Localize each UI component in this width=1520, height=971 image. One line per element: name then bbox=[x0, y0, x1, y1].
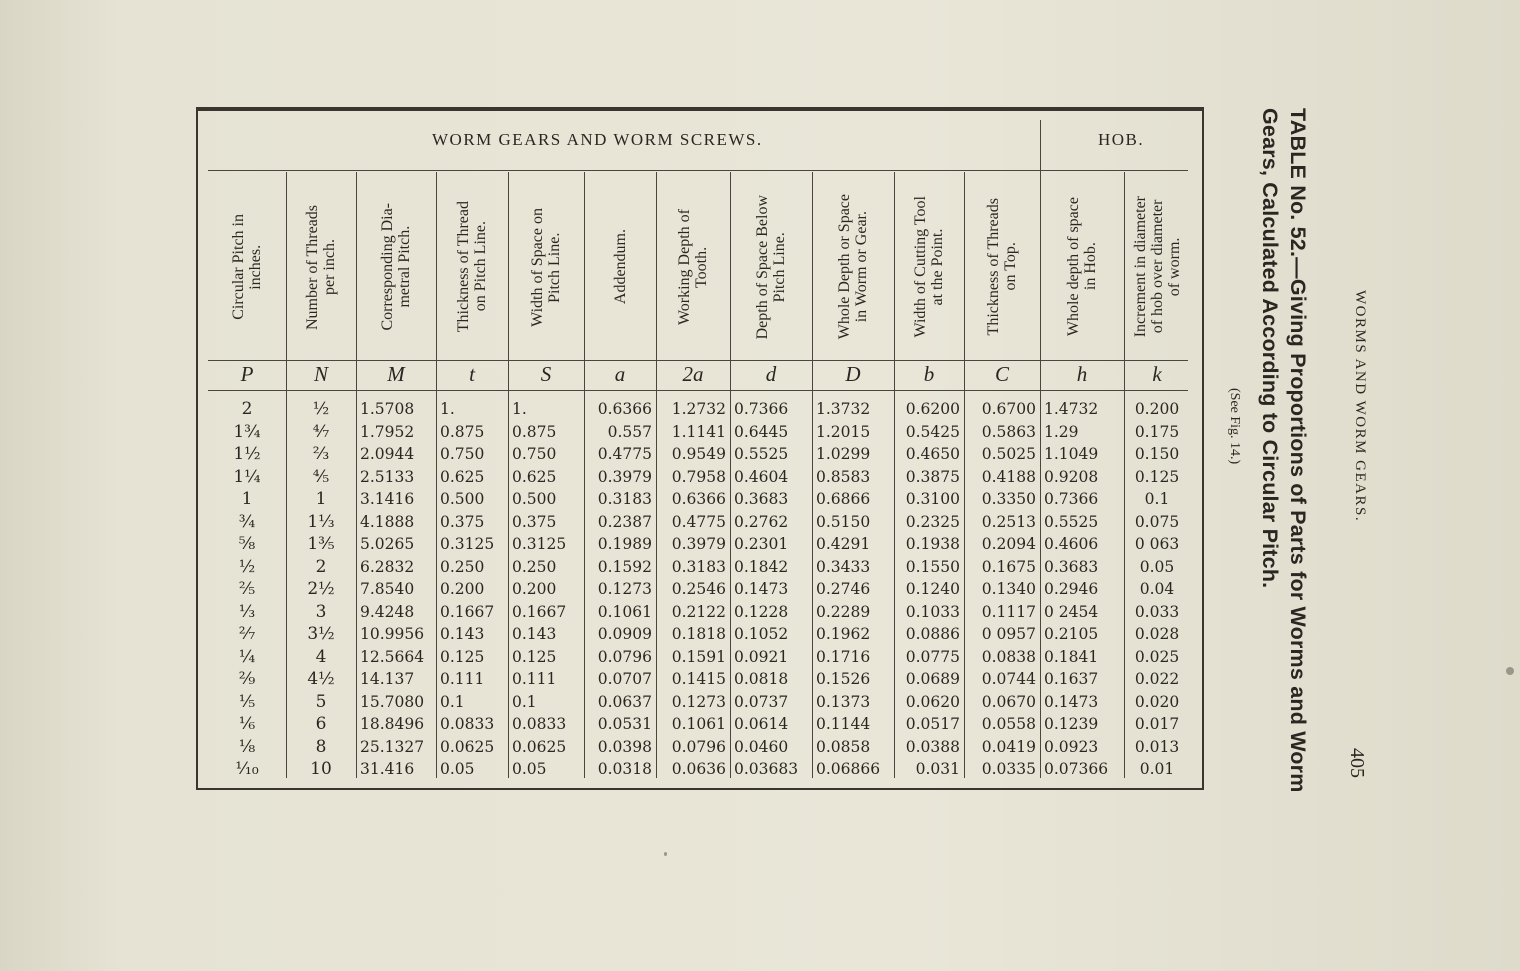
table-cell: 0.2762 bbox=[734, 512, 789, 531]
table-cell: 0.1061 bbox=[671, 715, 726, 733]
table-cell: 0.0670 bbox=[981, 692, 1036, 711]
table-cell: 1.1049 bbox=[1044, 445, 1099, 463]
table-cell: 0.025 bbox=[1134, 647, 1180, 666]
table-cell: 0.2122 bbox=[671, 602, 726, 621]
table-cell: ½ bbox=[312, 399, 330, 419]
table-cell: 0.125 bbox=[440, 647, 485, 666]
table-cell: 6 bbox=[315, 714, 327, 734]
table-cell: 0.1675 bbox=[981, 557, 1036, 576]
group-title-worm-gears: WORM GEARS AND WORM SCREWS. bbox=[432, 130, 763, 149]
table-cell: 0.3125 bbox=[512, 535, 567, 553]
table-cell: 0.0419 bbox=[981, 737, 1036, 756]
table-cell: 0.0398 bbox=[597, 737, 652, 756]
table-cell: 0.1415 bbox=[671, 670, 726, 688]
table-cell: 0.04 bbox=[1139, 580, 1175, 598]
table-cell: 1.2015 bbox=[816, 422, 871, 441]
table-cell: 0.1526 bbox=[816, 670, 871, 688]
table-cell: 0.017 bbox=[1134, 715, 1180, 733]
table-cell: 0.6366 bbox=[671, 490, 726, 508]
paper-speck bbox=[664, 852, 667, 856]
table-cell: 0.0689 bbox=[905, 670, 960, 688]
table-cell: 31.416 bbox=[360, 760, 415, 778]
column-header-space-width bbox=[508, 172, 584, 362]
table-cell: 0.0335 bbox=[981, 760, 1036, 778]
table-cell: 0.0737 bbox=[734, 692, 789, 711]
column-values-thread-thickness bbox=[440, 398, 504, 781]
table-cell: 0.4650 bbox=[905, 445, 960, 463]
table-cell: 0.625 bbox=[440, 467, 485, 486]
table-cell: 0.2301 bbox=[734, 535, 789, 553]
table-cell: 0.03683 bbox=[734, 760, 799, 778]
table-cell: 0.0886 bbox=[905, 625, 960, 643]
table-cell: 0 063 bbox=[1134, 535, 1180, 553]
table-cell: 2½ bbox=[307, 579, 335, 599]
table-cell: 0.500 bbox=[512, 490, 557, 508]
table-cell: 1.2732 bbox=[671, 400, 726, 418]
column-values-tool-width bbox=[898, 398, 960, 781]
table-cell: 0.1373 bbox=[816, 692, 871, 711]
table-cell: 0.2105 bbox=[1044, 625, 1099, 643]
table-cell: 5.0265 bbox=[360, 535, 415, 553]
table-cell: 0.5025 bbox=[981, 445, 1036, 463]
table-cell: 0.01 bbox=[1139, 760, 1175, 778]
table-cell: 12.5664 bbox=[360, 647, 425, 666]
table-cell: 0.05 bbox=[440, 760, 475, 778]
column-symbol-space-width: S bbox=[540, 362, 552, 386]
table-cell: 0.1637 bbox=[1044, 670, 1099, 688]
table-subtitle: (See Fig. 14.) bbox=[1227, 388, 1242, 465]
table-cell: 1.7952 bbox=[360, 422, 415, 441]
table-cell: 0.1239 bbox=[1044, 715, 1099, 733]
table-cell: 0.1938 bbox=[905, 535, 960, 553]
column-header-circular-pitch bbox=[208, 172, 286, 362]
table-cell: 0.0796 bbox=[597, 647, 652, 666]
table-cell: 5 bbox=[315, 691, 327, 712]
table-cell: ⅔ bbox=[312, 444, 330, 464]
table-cell: 4 bbox=[315, 646, 327, 667]
table-cell: 0.5150 bbox=[816, 512, 871, 531]
column-header-tool-width bbox=[894, 172, 964, 362]
table-cell: 0.500 bbox=[440, 490, 485, 508]
table-cell: 0.0775 bbox=[905, 647, 960, 666]
column-values-thread-top-thickness bbox=[968, 398, 1036, 781]
table-cell: 0.0636 bbox=[671, 760, 726, 778]
table-cell: 0.9208 bbox=[1044, 467, 1099, 486]
table-cell: 0.2094 bbox=[981, 535, 1036, 553]
table-cell: 0.250 bbox=[440, 557, 485, 576]
table-cell: 0.250 bbox=[512, 557, 557, 576]
table-cell: 0.2746 bbox=[816, 580, 871, 598]
table-cell: 0.0833 bbox=[440, 715, 495, 733]
column-header-label: Thickness of Thread on Pitch Line. bbox=[455, 201, 489, 333]
column-header-label: Circular Pitch in inches. bbox=[230, 214, 264, 320]
group-title-hob: HOB. bbox=[1098, 130, 1145, 149]
column-values-hob-increment bbox=[1128, 398, 1186, 781]
table-cell: 0.2946 bbox=[1044, 580, 1099, 598]
table-cell: 9.4248 bbox=[360, 602, 415, 621]
table-cell: ⅕ bbox=[238, 691, 256, 712]
column-values-space-width bbox=[512, 398, 580, 781]
column-header-working-depth bbox=[656, 172, 730, 362]
column-symbol-thread-top-thickness: C bbox=[994, 362, 1009, 386]
table-cell: 0.7958 bbox=[671, 467, 726, 486]
table-cell: 0.1340 bbox=[981, 580, 1036, 598]
column-symbol-addendum: a bbox=[614, 362, 626, 386]
table-cell: 0.4604 bbox=[734, 467, 789, 486]
column-header-whole-depth bbox=[812, 172, 894, 362]
table-cell: 1.0299 bbox=[816, 445, 871, 463]
table-cell: 0.0614 bbox=[734, 715, 789, 733]
table-cell: 1.4732 bbox=[1044, 400, 1099, 418]
table-cell: ⅝ bbox=[238, 534, 256, 554]
table-cell: 1.1141 bbox=[671, 422, 726, 441]
table-cell: 0.375 bbox=[440, 512, 485, 531]
column-symbol-depth-below-pitch: d bbox=[765, 362, 777, 386]
column-header-addendum bbox=[584, 172, 656, 362]
table-cell: 0.2387 bbox=[597, 512, 652, 531]
table-cell: 0.5863 bbox=[981, 422, 1036, 441]
table-cell: 0.1842 bbox=[734, 557, 789, 576]
table-cell: 0.028 bbox=[1134, 625, 1180, 643]
table-cell: 0.1144 bbox=[816, 715, 871, 733]
table-cell: 3.1416 bbox=[360, 490, 415, 508]
table-cell: 0.6445 bbox=[734, 422, 789, 441]
table-cell: 0.07366 bbox=[1044, 760, 1109, 778]
table-cell: 0.0620 bbox=[905, 692, 960, 711]
table-cell: 1. bbox=[512, 400, 527, 418]
table-cell: 0.4775 bbox=[671, 512, 726, 531]
table-cell: 0.1228 bbox=[734, 602, 789, 621]
column-header-label: Whole Depth or Space in Worm or Gear. bbox=[836, 194, 870, 340]
table-cell: 1¾ bbox=[233, 421, 261, 442]
table-cell: 0.2546 bbox=[671, 580, 726, 598]
page-number: 405 bbox=[1346, 748, 1368, 778]
table-cell: 0.0707 bbox=[597, 670, 652, 688]
table-cell: ¹⁄₁₀ bbox=[235, 759, 259, 779]
column-header-label: Corresponding Dia- metral Pitch. bbox=[379, 203, 413, 331]
table-cell: 0.4291 bbox=[816, 535, 871, 553]
table-cell: 0.05 bbox=[1139, 557, 1175, 576]
table-cell: 0.1273 bbox=[671, 692, 726, 711]
table-cell: ²⁄₉ bbox=[238, 669, 256, 689]
column-header-label: Whole depth of space in Hob. bbox=[1065, 197, 1099, 337]
table-cell: 0.557 bbox=[607, 422, 652, 441]
table-cell: 18.8496 bbox=[360, 715, 425, 733]
table-cell: 0.0318 bbox=[597, 760, 652, 778]
table-cell: 0.6866 bbox=[816, 490, 871, 508]
table-cell: 0.020 bbox=[1134, 692, 1180, 711]
table-cell: 0.1716 bbox=[816, 647, 871, 666]
table-cell: 0.6366 bbox=[597, 400, 652, 418]
column-header-label: Working Depth of Tooth. bbox=[676, 208, 710, 326]
table-cell: 0.1989 bbox=[597, 535, 652, 553]
table-cell: 0.6700 bbox=[981, 400, 1036, 418]
table-cell: 0.875 bbox=[440, 422, 485, 441]
table-cell: 0.075 bbox=[1134, 512, 1180, 531]
column-header-threads-per-inch bbox=[286, 172, 356, 362]
table-cell: 3 bbox=[315, 601, 327, 622]
table-cell: 0.175 bbox=[1134, 422, 1180, 441]
column-symbol-tool-width: b bbox=[923, 362, 935, 386]
table-cell: 0.0744 bbox=[981, 670, 1036, 688]
column-symbol-circular-pitch: P bbox=[240, 362, 254, 386]
table-cell: 0.1117 bbox=[981, 602, 1036, 621]
column-values-diametral-pitch bbox=[360, 398, 432, 781]
table-cell: 0 2454 bbox=[1044, 602, 1099, 621]
table-cell: 0.200 bbox=[1134, 400, 1180, 418]
table-cell: 0.150 bbox=[1134, 445, 1180, 463]
column-symbol-hob-depth: h bbox=[1076, 362, 1088, 386]
group-header-rule bbox=[208, 170, 1188, 171]
table-cell: 0.0923 bbox=[1044, 737, 1099, 756]
table-cell: ¾ bbox=[238, 511, 256, 532]
table-cell: ½ bbox=[238, 556, 256, 577]
table-cell: 0.0838 bbox=[981, 647, 1036, 666]
table-cell: 1.29 bbox=[1044, 422, 1079, 441]
table-cell: 0.0796 bbox=[671, 737, 726, 756]
table-cell: 0.5525 bbox=[1044, 512, 1099, 531]
table-cell: ²⁄₇ bbox=[238, 624, 256, 644]
table-cell: 0.125 bbox=[512, 647, 557, 666]
table-cell: 0.1473 bbox=[1044, 692, 1099, 711]
column-symbol-working-depth: 2a bbox=[682, 362, 704, 386]
table-cell: 0.1962 bbox=[816, 625, 871, 643]
table-cell: 0.5525 bbox=[734, 445, 789, 463]
table-cell: 0.3350 bbox=[981, 490, 1036, 508]
table-cell: 0.1818 bbox=[671, 625, 726, 643]
table-cell: 1½ bbox=[233, 444, 261, 464]
table-cell: 7.8540 bbox=[360, 580, 415, 598]
table-cell: 0.143 bbox=[512, 625, 557, 643]
table-cell: 0.1061 bbox=[597, 602, 652, 621]
column-header-label: Width of Space on Pitch Line. bbox=[529, 207, 563, 327]
table-cell: 0.1 bbox=[440, 692, 465, 711]
table-cell: 1⅓ bbox=[307, 511, 335, 532]
table-cell: 0.2513 bbox=[981, 512, 1036, 531]
table-cell: 0.06866 bbox=[816, 760, 881, 778]
column-values-threads-per-inch bbox=[290, 398, 352, 781]
table-cell: 0.3683 bbox=[1044, 557, 1099, 576]
table-cell: 0.0909 bbox=[597, 625, 652, 643]
table-cell: 0.031 bbox=[915, 760, 960, 778]
table-cell: 0.0921 bbox=[734, 647, 789, 666]
symbol-bottom-rule bbox=[208, 390, 1188, 391]
column-symbol-whole-depth: D bbox=[845, 362, 861, 386]
table-cell: 0.3979 bbox=[671, 535, 726, 553]
table-cell: ⅛ bbox=[238, 736, 256, 757]
column-header-label: Depth of Space Below Pitch Line. bbox=[754, 194, 788, 340]
table-cell: 0.3183 bbox=[597, 490, 652, 508]
table-cell: 10.9956 bbox=[360, 625, 425, 643]
table-cell: 0.143 bbox=[440, 625, 485, 643]
table-cell: 0.111 bbox=[440, 670, 485, 688]
column-symbol-diametral-pitch: M bbox=[387, 362, 405, 386]
table-cell: 0.1 bbox=[512, 692, 537, 711]
running-head: WORMS AND WORM GEARS. bbox=[1352, 290, 1368, 523]
table-cell: 15.7080 bbox=[360, 692, 425, 711]
table-cell: 0.1667 bbox=[440, 602, 495, 621]
table-cell: 0.0858 bbox=[816, 737, 871, 756]
table-cell: 0.0625 bbox=[440, 737, 495, 756]
table-cell: 0.3979 bbox=[597, 467, 652, 486]
column-symbol-threads-per-inch: N bbox=[313, 362, 328, 386]
table-cell: 0.0818 bbox=[734, 670, 789, 688]
column-values-working-depth bbox=[660, 398, 726, 781]
table-cell: ⅘ bbox=[312, 466, 330, 487]
column-header-hob-increment bbox=[1124, 172, 1190, 362]
table-cell: 0.0558 bbox=[981, 715, 1036, 733]
table-cell: 0.1052 bbox=[734, 625, 789, 643]
table-cell: 0.0531 bbox=[597, 715, 652, 733]
table-cell: 2 bbox=[315, 556, 327, 577]
table-cell: 0.0637 bbox=[597, 692, 652, 711]
table-title: TABLE No. 52.—Giving Proportions of Parts for Worms and Worm Gears, Calculated According to Circular Pitch. bbox=[1258, 108, 1310, 793]
table-cell: 0.0517 bbox=[905, 715, 960, 733]
column-header-diametral-pitch bbox=[356, 172, 436, 362]
table-cell: ⁴⁄₇ bbox=[312, 421, 330, 442]
table-cell: 4½ bbox=[307, 669, 335, 689]
table-cell: 14.137 bbox=[360, 670, 415, 688]
column-header-label: Thickness of Threads on Top. bbox=[985, 198, 1019, 336]
column-header-label: Addendum. bbox=[611, 229, 629, 305]
table-cell: 1.3732 bbox=[816, 400, 871, 418]
table-cell: 0.6200 bbox=[905, 400, 960, 418]
table-cell: 0.3433 bbox=[816, 557, 871, 576]
table-cell: 0.750 bbox=[512, 445, 557, 463]
table-cell: 0.1550 bbox=[905, 557, 960, 576]
paper-speck bbox=[1506, 667, 1514, 675]
table-cell: 0.022 bbox=[1134, 670, 1180, 688]
table-cell: 0.0625 bbox=[512, 737, 567, 756]
table-cell: 0.4775 bbox=[597, 445, 652, 463]
table-cell: 1¼ bbox=[233, 466, 261, 487]
table-cell: 0.9549 bbox=[671, 445, 726, 463]
table-cell: 0.1667 bbox=[512, 602, 567, 621]
table-cell: 0.05 bbox=[512, 760, 547, 778]
column-symbol-thread-thickness: t bbox=[469, 362, 475, 386]
table-cell: 0.111 bbox=[512, 670, 557, 688]
table-cell: 0.750 bbox=[440, 445, 485, 463]
table-cell: 1.5708 bbox=[360, 400, 415, 418]
column-header-label: Width of Cutting Tool at the Point. bbox=[912, 196, 946, 338]
table-cell: 0.200 bbox=[512, 580, 557, 598]
table-cell: 0.875 bbox=[512, 422, 557, 441]
table-top-rule bbox=[196, 107, 1204, 111]
table-cell: 0.1473 bbox=[734, 580, 789, 598]
table-cell: 0.1 bbox=[1144, 490, 1170, 508]
column-header-hob-depth bbox=[1040, 172, 1124, 362]
table-cell: 0.1592 bbox=[597, 557, 652, 576]
table-cell: 8 bbox=[315, 736, 327, 757]
table-cell: 0.4188 bbox=[981, 467, 1036, 486]
column-values-circular-pitch bbox=[212, 398, 282, 781]
column-header-label: Number of Threads per inch. bbox=[304, 204, 338, 330]
table-cell: ⅖ bbox=[238, 579, 256, 599]
table-cell: 4.1888 bbox=[360, 512, 415, 531]
table-cell: 0 0957 bbox=[981, 625, 1036, 643]
table-cell: 25.1327 bbox=[360, 737, 425, 756]
table-cell: 0.0460 bbox=[734, 737, 789, 756]
table-cell: 0.1273 bbox=[597, 580, 652, 598]
table-cell: 0.3875 bbox=[905, 467, 960, 486]
table-cell: 0.2289 bbox=[816, 602, 871, 621]
table-cell: 0.625 bbox=[512, 467, 557, 486]
table-cell: 10 bbox=[310, 759, 332, 779]
table-cell: 0.033 bbox=[1134, 602, 1180, 621]
column-values-whole-depth bbox=[816, 398, 890, 781]
table-cell: 0.1591 bbox=[671, 647, 726, 666]
table-cell: 0.3125 bbox=[440, 535, 495, 553]
table-cell: 0.3100 bbox=[905, 490, 960, 508]
table-cell: 0.7366 bbox=[1044, 490, 1099, 508]
column-header-depth-below-pitch bbox=[730, 172, 812, 362]
column-header-thread-thickness bbox=[436, 172, 508, 362]
table-cell: 0.5425 bbox=[905, 422, 960, 441]
table-cell: 1 bbox=[315, 489, 327, 509]
column-symbol-hob-increment: k bbox=[1152, 362, 1162, 386]
table-cell: 0.8583 bbox=[816, 467, 871, 486]
table-cell: ⅓ bbox=[238, 601, 256, 622]
table-cell: ⅙ bbox=[238, 714, 256, 734]
table-cell: 0.200 bbox=[440, 580, 485, 598]
table-cell: 0.375 bbox=[512, 512, 557, 531]
table-cell: 1⅗ bbox=[307, 534, 335, 554]
table-cell: 1 bbox=[241, 489, 253, 509]
table-cell: 0.1240 bbox=[905, 580, 960, 598]
table-cell: 0.7366 bbox=[734, 400, 789, 418]
column-header-label: Increment in diameter of hob over diameter of worm. bbox=[1131, 196, 1183, 338]
column-values-addendum bbox=[588, 398, 652, 781]
table-cell: 0.013 bbox=[1134, 737, 1180, 756]
table-cell: 0.1841 bbox=[1044, 647, 1099, 666]
table-cell: 2.5133 bbox=[360, 467, 415, 486]
table-cell: 0.3683 bbox=[734, 490, 789, 508]
table-cell: 3½ bbox=[307, 624, 335, 644]
table-cell: 0.3183 bbox=[671, 557, 726, 576]
table-cell: 0.2325 bbox=[905, 512, 960, 531]
table-cell: 1. bbox=[440, 400, 455, 418]
table-cell: ¼ bbox=[238, 646, 256, 667]
column-values-hob-depth bbox=[1044, 398, 1120, 781]
table-cell: 0.0388 bbox=[905, 737, 960, 756]
table-cell: 0.1033 bbox=[905, 602, 960, 621]
column-header-thread-top-thickness bbox=[964, 172, 1040, 362]
table-cell: 0.4606 bbox=[1044, 535, 1099, 553]
table-cell: 2 bbox=[241, 399, 253, 419]
table-cell: 6.2832 bbox=[360, 557, 415, 576]
table-cell: 0.125 bbox=[1134, 467, 1180, 486]
column-values-depth-below-pitch bbox=[734, 398, 808, 781]
table-cell: 2.0944 bbox=[360, 445, 415, 463]
table-cell: 0.0833 bbox=[512, 715, 567, 733]
